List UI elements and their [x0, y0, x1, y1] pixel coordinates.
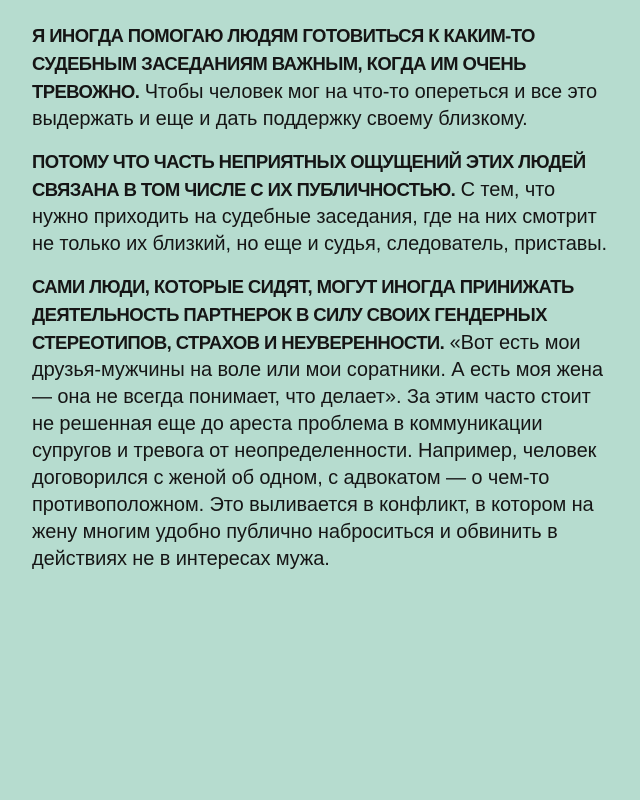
- paragraph-1-lead: Я ИНОГДА ПОМОГАЮ ЛЮДЯМ ГОТОВИТЬСЯ К КАКИМ-ТО СУДЕБНЫМ ЗАСЕДАНИЯМ ВАЖНЫМ, КОГДА ИМ ОЧЕНЬ ТРЕВОЖНО.: [32, 25, 535, 102]
- paragraph-3-lead: САМИ ЛЮДИ, КОТОРЫЕ СИДЯТ, МОГУТ ИНОГДА ПРИНИЖАТЬ ДЕЯТЕЛЬНОСТЬ ПАРТНЕРОК В СИЛУ СВОИХ ГЕНДЕРНЫХ СТЕРЕОТИПОВ, СТРАХОВ И НЕУВЕРЕННОСТИ.: [32, 276, 574, 353]
- paragraph-1-text: Чтобы человек мог на что-то опереться и все это выдержать и еще и дать поддержку своему близкому.: [32, 81, 597, 130]
- paragraph-3-text: «Вот есть мои друзья-мужчины на воле или мои соратники. А есть моя жена — она не всегда понимает, что делает». За этим часто стоит не решенная еще до ареста проблема в коммуникации супругов и тревога от неопределенности. Например, человек договорился с женой об одном, с адвокатом — о чем-то противоположном. Это выливается в конфликт, в котором на жену многим удобно публично наброситься и обвинить в действиях не в интересах мужа.: [32, 332, 603, 570]
- paragraph-2-text: С тем, что нужно приходить на судебные заседания, где на них смотрит не только их близкий, но еще и судья, следователь, приставы.: [32, 179, 608, 255]
- paragraph-2-lead: ПОТОМУ ЧТО ЧАСТЬ НЕПРИЯТНЫХ ОЩУЩЕНИЙ ЭТИХ ЛЮДЕЙ СВЯЗАНА В ТОМ ЧИСЛЕ С ИХ ПУБЛИЧНОСТЬЮ.: [32, 151, 586, 200]
- paragraph-1: [32, 22, 616, 133]
- paragraph-2: [32, 148, 616, 258]
- paragraph-3: [32, 273, 616, 573]
